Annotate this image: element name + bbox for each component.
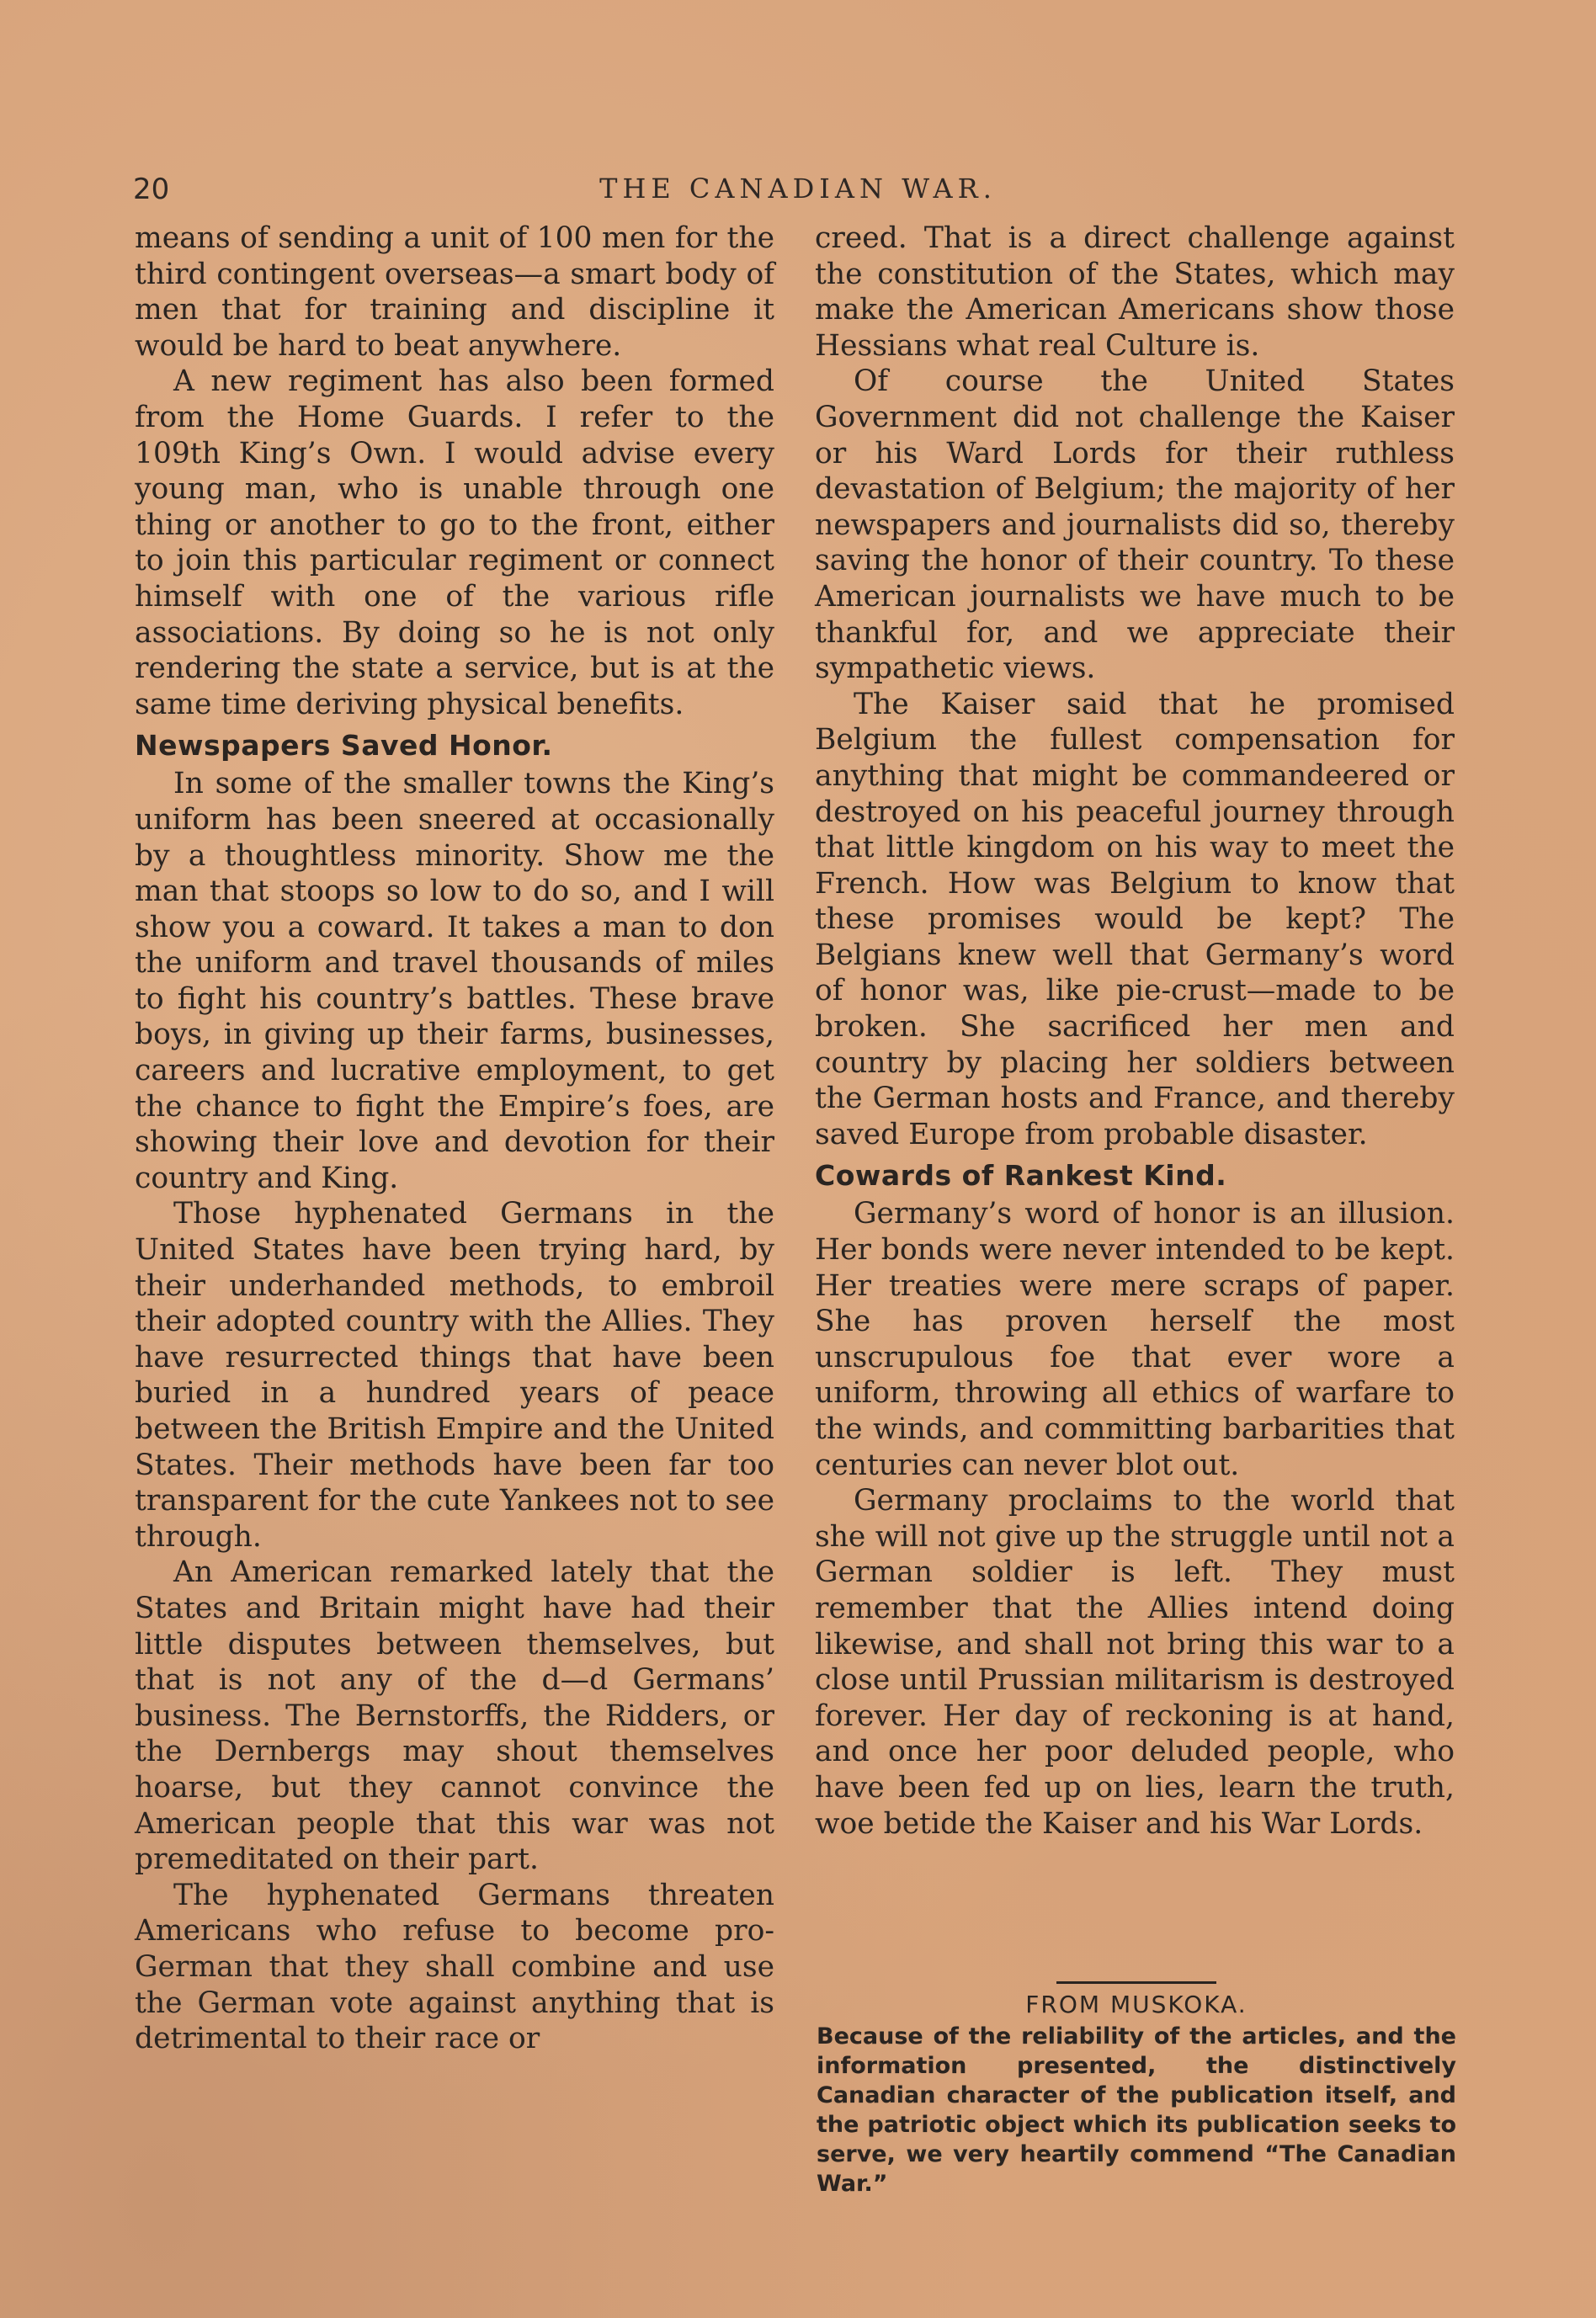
divider [1056, 1981, 1216, 1984]
paragraph: Of course the United States Government did not challenge the Kaiser or his Ward Lords for their ruthless devastation of Belgium; the majority of her newspapers and journalists did so, thereby saving the honor of their country. To these American journalists we have much to be thankful for, and we appreciate their sympathetic views. [815, 364, 1455, 686]
paragraph: Germany proclaims to the world that she will not give up the struggle until not a German soldier is left. They must remember that the Allies intend doing likewise, and shall not bring this war to a close until Prussian militarism is destroyed forever. Her day of reckoning is at hand, and once her poor deluded people, who have been fed up on lies, learn the truth, woe betide the Kaiser and his War Lords. [815, 1484, 1455, 1841]
paragraph: The hyphenated Germans threaten Americans who refuse to become pro-German that they shall combine and use the German vote against anything that is detrimental to their race or [135, 1878, 774, 2056]
paragraph: creed. That is a direct challenge against the constitution of the States, which may make the American Americans show those Hessians what real Culture is. [815, 221, 1455, 363]
right-column [815, 221, 1455, 1842]
paragraph: Germany’s word of honor is an illusion. Her bonds were never intended to be kept. Her treaties were mere scraps of paper. She has proven herself the most unscrupulous foe that ever wore a uniform, throwing all ethics of warfare to the winds, and committing barbarities that centuries can never blot out. [815, 1197, 1455, 1482]
paragraph: means of sending a unit of 100 men for the third contingent overseas—a smart body of men that for training and discipline it would be hard to beat anywhere. [135, 221, 774, 363]
section-heading: Newspapers Saved Honor. [135, 729, 553, 763]
paragraph: An American remarked lately that the States and Britain might have had their little disputes between themselves, but that is not any of the d—d Germans’ business. The Bernstorffs, the Ridders, or the Dernbergs may shout themselves hoarse, but they cannot convince the American people that this war was not premeditated on their part. [135, 1555, 774, 1877]
page-number: 20 [133, 173, 170, 206]
paragraph: The Kaiser said that he promised Belgium the fullest compensation for anything that might be commandeered or destroyed on his peaceful journey through that little kingdom on his way to meet the French. How was Belgium to know that these promises would be kept? The Belgians knew well that Germany’s word of honor was, like pie-crust—made to be broken. She sacrificed her men and country by placing her soldiers between the German hosts and France, and thereby saved Europe from probable disaster. [815, 687, 1455, 1151]
paragraph: In some of the smaller towns the King’s uniform has been sneered at occasionally by a thoughtless minority. Show me the man that stoops so low to do so, and I will show you a coward. It takes a man to don the uniform and travel thousands of miles to fight his country’s battles. These brave boys, in giving up their farms, businesses, careers and lucrative employment, to get the chance to fight the Empire’s foes, are showing their love and devotion for their country and King. [135, 767, 774, 1195]
running-title: THE CANADIAN WAR. [599, 173, 997, 205]
page-header [133, 173, 1463, 215]
section-heading: Cowards of Rankest Kind. [815, 1159, 1227, 1193]
left-column [135, 221, 774, 2057]
paragraph: A new regiment has also been formed from the Home Guards. I refer to the 109th King’s Own. I would advise every young man, who is unable through one thing or another to go to the front, either to join this particular regiment or connect himself with one of the various rifle associations. By doing so he is not only rendering the state a service, but is at the same time deriving physical benefits. [135, 364, 774, 721]
testimonial-box [817, 1981, 1456, 2198]
paragraph: Those hyphenated Germans in the United States have been trying hard, by their underhanded methods, to embroil their adopted country with the Allies. They have resurrected things that have been buried in a hundred years of peace between the British Empire and the United States. Their methods have been far too transparent for the cute Yankees not to see through. [135, 1197, 774, 1554]
testimonial-title: FROM MUSKOKA. [1025, 1991, 1248, 2018]
testimonial-text: Because of the reliability of the articles, and the information presented, the distinctively Canadian character of the publication itself, and the patriotic object which its publication seeks to serve, we very heartily commend “The Canadian War.” [817, 2023, 1456, 2197]
